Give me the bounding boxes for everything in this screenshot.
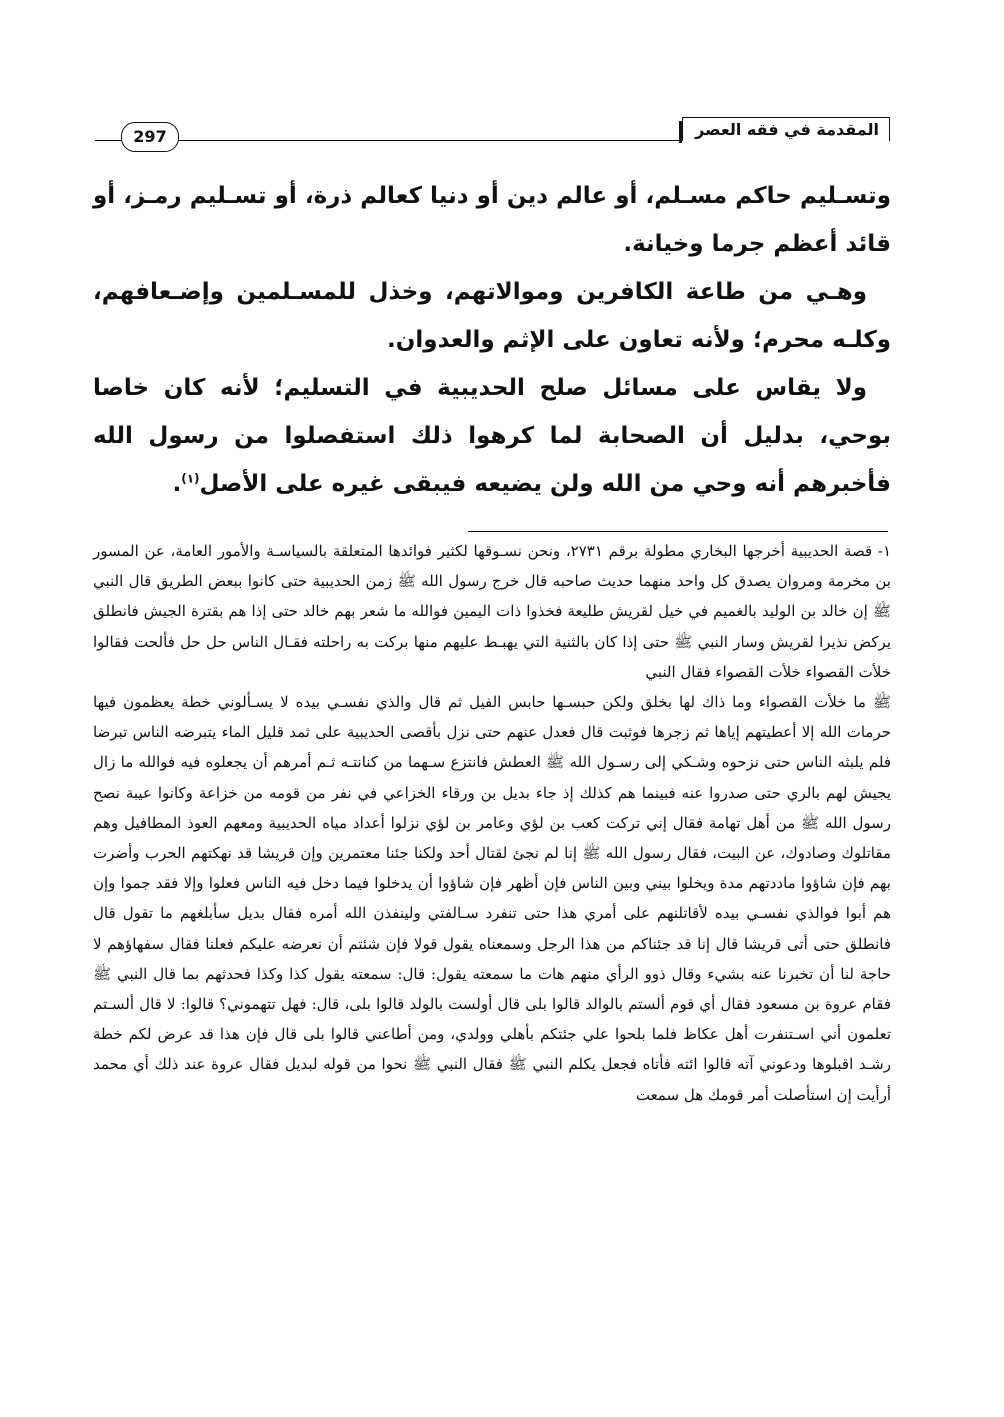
paragraph-3-end: .	[172, 471, 182, 497]
paragraph-3-text: ولا يقاس على مسائل صلح الحديبية في التسليم؛ لأنه كان خاصا بوحي، بدليل أن الصحابة لما كرهوا ذلك استفصلوا من رسول الله فأخبرهم أنه وحي من الله ولن يضيعه فيبقى غيره على الأصل	[93, 375, 891, 497]
paragraph-1: وتسـليم حاكم مسـلم، أو عالم دين أو دنيا كعالم ذرة، أو تسـليم رمـز، أو قائد أعظم جرما وخيانة.	[93, 183, 891, 257]
footnote-paragraph-1: ١- قصة الحديبية أخرجها البخاري مطولة برقم ٢٧٣١، ونحن نسـوقها لكثير فوائدها المتعلقة بالسياسـة والأمور العامة، عن المسور بن مخرمة ومروان يصدق كل واحد منهما حديث صاحبه قال خرج رسول الله ﷺ زمن الحديبية حتى كانوا ببعض الطريق قال النبي ﷺ إن خالد بن الوليد بالغميم في خيل لقريش طليعة فخذوا ذات اليمين فوالله ما شعر بهم خالد حتى إذا هم بقترة الجيش فانطلق يركض نذيرا لقريش وسار النبي ﷺ حتى إذا كان بالثنية التي يهبـط عليهم منها بركت به راحلته فقـال الناس حل حل فألحت فقالوا خلأت القصواء خلأت القصواء فقال النبي	[93, 542, 891, 681]
page-number: 297	[121, 122, 179, 152]
running-title: المقدمة في فقه العصر	[682, 117, 890, 141]
page-header	[95, 113, 890, 146]
footnote-separator	[468, 531, 888, 532]
paragraph-3	[93, 364, 891, 508]
footnote-paragraph-2: ﷺ ما خلأت القصواء وما ذاك لها بخلق ولكن حبسـها حابس الفيل ثم قال والذي نفسـي بيده لا يسـألوني خطة يعظمون فيها حرمات الله إلا أعطيتهم إياها ثم زجرها فوثبت قال فعدل عنهم حتى نزل بأقصى الحديبية على ثمد قليل الماء يتبرضه الناس تبرضا فلم يلبثه الناس حتى نزحوه وشـكي إلى رسـول الله ﷺ العطش فانتزع سـهما من كنانتـه ثـم أمرهم أن يجعلوه فيه فوالله ما زال يجيش لهم بالري حتى صدروا عنه فبينما هم كذلك إذ جاء بديل بن ورقاء الخزاعي في نفر من قومه من خزاعة وكانوا عيبة نصح رسول الله ﷺ من أهل تهامة فقال إني تركت كعب بن لؤي وعامر بن لؤي نزلوا أعداد مياه الحديبية ومعهم العوذ المطافيل وهم مقاتلوك وصادوك، عن البيت، فقال رسول الله ﷺ إنا لم نجئ لقتال أحد ولكنا جئنا معتمرين وإن قريشا قد نهكتهم الحرب وأضرت بهم فإن شاؤوا ماددتهم مدة ويخلوا بيني وبين الناس فإن أظهر فإن شاؤوا أن يدخلوا فيما دخل فيه الناس فعلوا وإلا فقد جموا وإن هم أبوا فوالذي نفسـي بيده لأقاتلنهم على أمري هذا حتى تنفرد سـالفتي ولينفذن الله أمره فقال بديل سأبلغهم ما تقول قال فانطلق حتى أتى قريشا قال إنا قد جئناكم من هذا الرجل وسمعناه يقول قولا فإن شئتم أن نعرضه عليكم فعلنا فقال سفهاؤهم لا حاجة لنا أن تخبرنا عنه بشيء وقال ذوو الرأي منهم هات ما سمعته يقول: قال: سمعته يقول كذا وكذا فحدثهم بما قال النبي ﷺ فقام عروة بن مسعود فقال أي قوم ألستم بالوالد قالوا بلى قال أولست بالولد قالوا بلى، قال: فهل تتهموني؟ قالوا: لا قال ألسـتم تعلمون أني اسـتنفرت أهل عكاظ فلما بلحوا علي جئتكم بأهلي وولدي، ومن أطاعني قالوا بلى قال فإن هذا قد عرض لكم خطة رشـد اقبلوها ودعوني آته قالوا ائته فأتاه فجعل يكلم النبي ﷺ فقال النبي ﷺ نحوا من قوله لبديل فقال عروة عند ذلك أي محمد أرأيت إن استأصلت أمر قومك هل سمعت	[93, 693, 892, 1104]
footnote	[93, 536, 891, 1110]
paragraph-2: وهـي من طاعة الكافرين وموالاتهم، وخذل للمسـلمين وإضـعافهم، وكلـه محرم؛ ولأنه تعاون على الإثم والعدوان.	[93, 279, 891, 353]
footnote-marker: (١)	[181, 471, 200, 486]
main-text	[93, 172, 891, 508]
